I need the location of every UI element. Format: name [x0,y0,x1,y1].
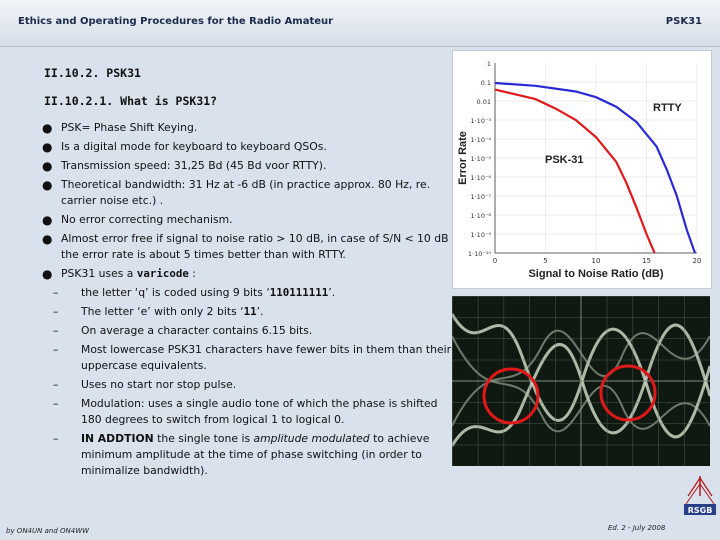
y-tick-label: 1·10⁻¹⁰ [467,250,491,258]
series-label-rtty: RTTY [653,102,682,114]
header-bar [0,0,720,47]
y-tick-label: 0.1 [480,79,491,87]
series-label-psk31: PSK-31 [545,154,584,166]
bullet-list [42,120,452,482]
bullet-dot-icon: ● [42,232,53,246]
section-tag: PSK31 [665,16,702,27]
varicode-term: varicode [136,267,189,280]
bullet-item-varicode: ● PSK31 uses a varicode : – the letter ‘q’ is coded using 9 bits ‘110111111’. – The letter ‘e’ with only 2 bits ‘11’. – On average a character contains 6.15 bits. – Most lowercase PSK31 characters have fewer bits in them than their uppercase equivalents. – Uses no start nor stop pulse. – Modulation: uses a single audio tone of which the phase is shifted 180 degrees to switch from logical 1 to logical 0. – IN ADDTION the single tone is amplitude modulated to achieve minimum amplitude at the time of phase switching (in order to minimalize bandwidth). [42,267,452,477]
rsgb-logo [682,474,718,538]
oscilloscope-image [452,296,710,466]
sub-item: – Uses no start nor stop pulse. [53,378,237,391]
scope-photo [452,296,710,466]
bullet-dot-icon: ● [42,267,53,281]
series-line-psk-31 [495,90,655,253]
y-tick-label: 1·10⁻⁷ [470,193,491,201]
bullet-dot-icon: ● [42,159,53,173]
x-tick-label: 5 [543,257,548,265]
y-tick-label: 1·10⁻⁸ [470,212,491,220]
sub-item: – the letter ‘q’ is coded using 9 bits ‘110111111’. [53,286,336,299]
bullet-item: ● No error correcting mechanism. [42,213,233,227]
y-tick-label: 1·10⁻³ [470,117,491,125]
document-title: Ethics and Operating Procedures for the Radio Amateur [18,16,334,27]
footer-authors: by ON4UN and ON4WW [6,527,90,535]
x-tick-label: 20 [692,257,702,265]
bullet-dot-icon: ● [42,121,53,135]
bullet-item: ● Theoretical bandwidth: 31 Hz at -6 dB (in practice approx. 80 Hz, re. carrier noise etc.) . [42,178,431,207]
sub-list [53,285,452,479]
sub-item: – Most lowercase PSK31 characters have fewer bits in them than their uppercase equivalents. [53,343,452,372]
x-tick-label: 15 [642,257,651,265]
bullet-item: ● PSK= Phase Shift Keying. [42,121,198,135]
bullet-dot-icon: ● [42,140,53,154]
y-axis-label: Error Rate [457,131,469,185]
bullet-item: ● Is a digital mode for keyboard to keyboard QSOs. [42,140,327,154]
sub-item: – The letter ‘e’ with only 2 bits ‘11’. [53,305,264,318]
dash-icon: – [53,324,59,337]
x-tick-label: 0 [492,257,498,265]
bullet-item: ● Transmission speed: 31,25 Bd (45 Bd voor RTTY). [42,159,327,173]
x-tick-label: 10 [591,257,601,265]
x-axis-label: Signal to Noise Ratio (dB) [528,268,664,280]
y-tick-label: 1 [486,60,491,68]
bullet-dot-icon: ● [42,178,53,192]
sub-item: – IN ADDTION the single tone is amplitude modulated to achieve minimum amplitude at the time of phase switching (in order to minimalize bandwidth). [53,432,430,477]
y-tick-label: 0.01 [476,98,491,106]
bullet-dot-icon: ● [42,213,53,227]
dash-icon: – [53,397,59,410]
y-tick-label: 1·10⁻⁶ [470,174,491,182]
dash-icon: – [53,343,59,356]
chart-svg [453,51,711,288]
dash-icon: – [53,432,59,445]
bullet-item: ● Almost error free if signal to noise ratio > 10 dB, in case of S/N < 10 dB the error rate is about 5 times better than with RTTY. [42,232,449,261]
footer-edition: Ed. 2 - July 2008 [608,524,666,532]
y-tick-label: 1·10⁻⁵ [470,155,491,163]
error-rate-chart [452,50,712,289]
sub-item: – Modulation: uses a single audio tone of which the phase is shifted 180 degrees to switch from logical 1 to logical 0. [53,397,438,426]
section-heading: II.10.2. PSK31 [44,66,141,80]
dash-icon: – [53,378,59,391]
svg-text:RSGB: RSGB [687,506,713,515]
dash-icon: – [53,286,59,299]
subsection-heading: II.10.2.1. What is PSK31? [44,94,218,108]
y-tick-label: 1·10⁻⁴ [470,136,491,144]
sub-item: – On average a character contains 6.15 bits. [53,324,313,337]
dash-icon: – [53,305,59,318]
y-tick-label: 1·10⁻⁹ [470,231,491,239]
